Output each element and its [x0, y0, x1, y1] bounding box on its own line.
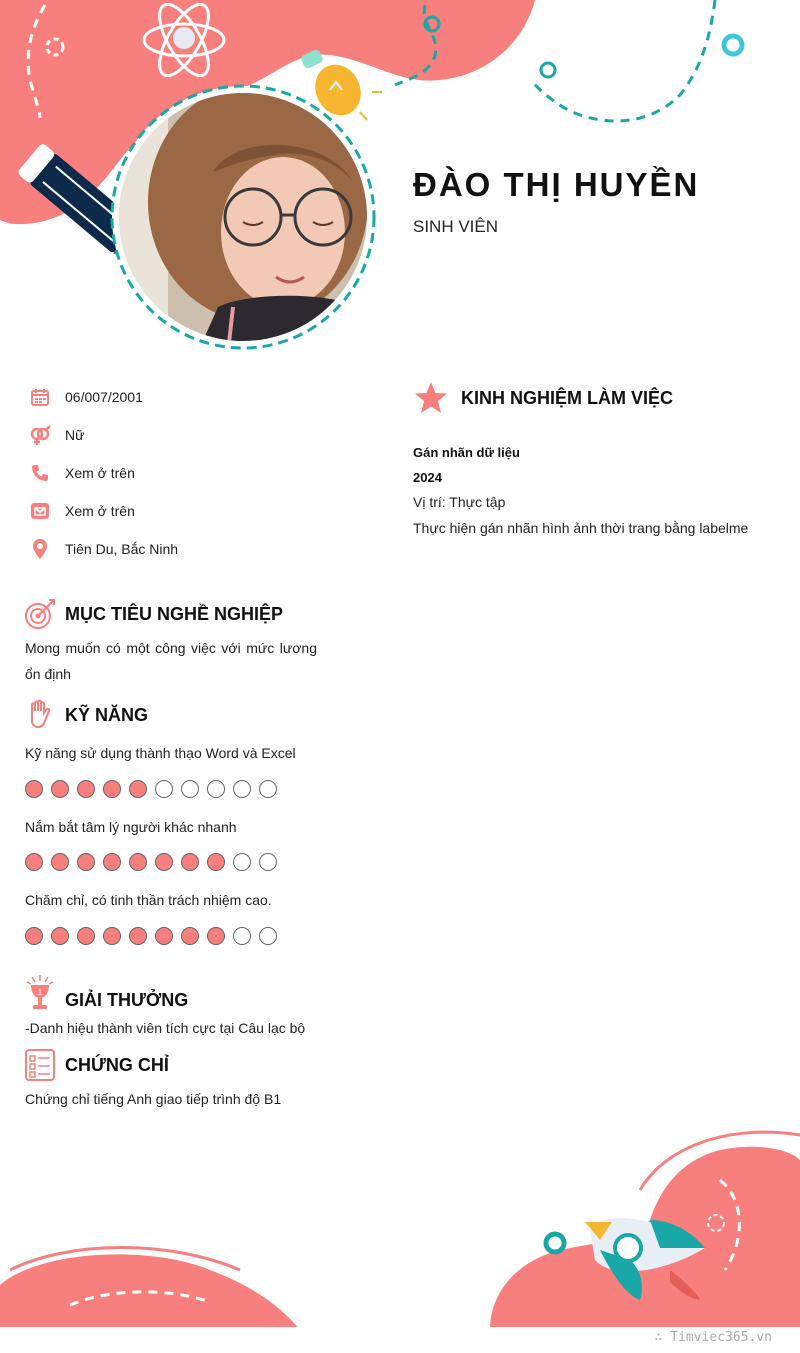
experience-title: KINH NGHIỆM LÀM VIỆC: [461, 387, 674, 408]
footer-decoration: [0, 1120, 800, 1330]
gender-icon: [28, 423, 52, 447]
watermark: [655, 1330, 772, 1345]
rating-dot-filled: [129, 780, 147, 798]
skill-rating: [25, 780, 285, 798]
rating-dot-filled: [51, 927, 69, 945]
rating-dot-filled: [129, 927, 147, 945]
awards-heading: [24, 975, 188, 1011]
contact-email: [28, 499, 135, 523]
contact-gender: [28, 423, 84, 447]
email-text: Xem ở trên: [65, 503, 135, 519]
rating-dot-empty: [259, 853, 277, 871]
profile-photo: [108, 82, 378, 352]
rating-dot-filled: [155, 927, 173, 945]
rating-dot-filled: [77, 927, 95, 945]
rating-dot-filled: [103, 927, 121, 945]
skill-label: Nắm bắt tâm lý người khác nhanh: [25, 819, 237, 835]
birthdate-text: 06/007/2001: [65, 389, 143, 405]
contact-birthdate: [28, 385, 143, 409]
rating-dot-empty: [233, 853, 251, 871]
objective-heading: [24, 596, 283, 632]
awards-text: -Danh hiệu thành viên tích cực tại Câu lạc bộ: [25, 1020, 306, 1036]
skills-heading: [24, 697, 148, 733]
rating-dot-filled: [181, 927, 199, 945]
contact-address: [28, 537, 178, 561]
rating-dot-filled: [51, 853, 69, 871]
rating-dot-empty: [259, 780, 277, 798]
candidate-role: SINH VIÊN: [413, 217, 499, 236]
phone-icon: [28, 461, 52, 485]
skill-rating: [25, 927, 285, 945]
objective-line-2: ổn định: [25, 666, 71, 682]
rating-dot-filled: [207, 853, 225, 871]
experience-year: 2024: [413, 470, 442, 485]
rating-dot-filled: [51, 780, 69, 798]
watermark-dots-icon: ∴: [654, 1330, 671, 1345]
rating-dot-filled: [25, 927, 43, 945]
email-icon: [28, 499, 52, 523]
candidate-name: ĐÀO THỊ HUYỀN: [413, 166, 700, 203]
rating-dot-empty: [233, 927, 251, 945]
certificates-title: CHỨNG CHỈ: [65, 1054, 169, 1075]
experience-heading: [413, 380, 673, 416]
experience-description: Thực hiện gán nhãn hình ảnh thời trang bằng labelme: [413, 520, 749, 536]
hand-icon: [24, 697, 56, 733]
location-pin-icon: [28, 537, 52, 561]
rating-dot-filled: [77, 853, 95, 871]
experience-job-title: Gán nhãn dữ liệu: [413, 445, 520, 460]
rating-dot-empty: [207, 780, 225, 798]
skill-rating: [25, 853, 285, 871]
rating-dot-filled: [103, 780, 121, 798]
rating-dot-filled: [181, 853, 199, 871]
rating-dot-empty: [233, 780, 251, 798]
awards-title: GIẢI THƯỞNG: [65, 989, 189, 1010]
trophy-icon: [24, 975, 56, 1011]
rating-dot-filled: [25, 853, 43, 871]
certificates-heading: [24, 1047, 169, 1083]
skill-label: Chăm chỉ, có tinh thần trách nhiệm cao.: [25, 892, 272, 908]
rating-dot-empty: [259, 927, 277, 945]
rating-dot-filled: [155, 853, 173, 871]
certificates-text: Chứng chỉ tiếng Anh giao tiếp trình độ B1: [25, 1091, 282, 1107]
experience-position: Vị trí: Thực tập: [413, 494, 506, 510]
rating-dot-filled: [25, 780, 43, 798]
objective-line-1: Mong muốn có một công việc với mức lương: [25, 640, 317, 656]
skill-label: Kỹ năng sử dụng thành thạo Word và Excel: [25, 745, 296, 761]
objective-title: MỤC TIÊU NGHỀ NGHIỆP: [65, 603, 284, 624]
phone-text: Xem ở trên: [65, 465, 135, 481]
gender-text: Nữ: [65, 427, 85, 443]
rating-dot-empty: [181, 780, 199, 798]
svg-text:1: 1: [37, 988, 43, 997]
rating-dot-filled: [207, 927, 225, 945]
rating-dot-filled: [103, 853, 121, 871]
star-icon: [413, 380, 449, 416]
watermark-text: Timviec365.vn: [670, 1330, 772, 1345]
rating-dot-filled: [129, 853, 147, 871]
contact-phone: [28, 461, 135, 485]
checklist-icon: [24, 1047, 56, 1083]
rating-dot-filled: [77, 780, 95, 798]
target-icon: [24, 596, 56, 632]
calendar-icon: [28, 385, 52, 409]
address-text: Tiên Du, Bắc Ninh: [65, 541, 179, 557]
skills-title: KỸ NĂNG: [65, 704, 149, 725]
rating-dot-empty: [155, 780, 173, 798]
